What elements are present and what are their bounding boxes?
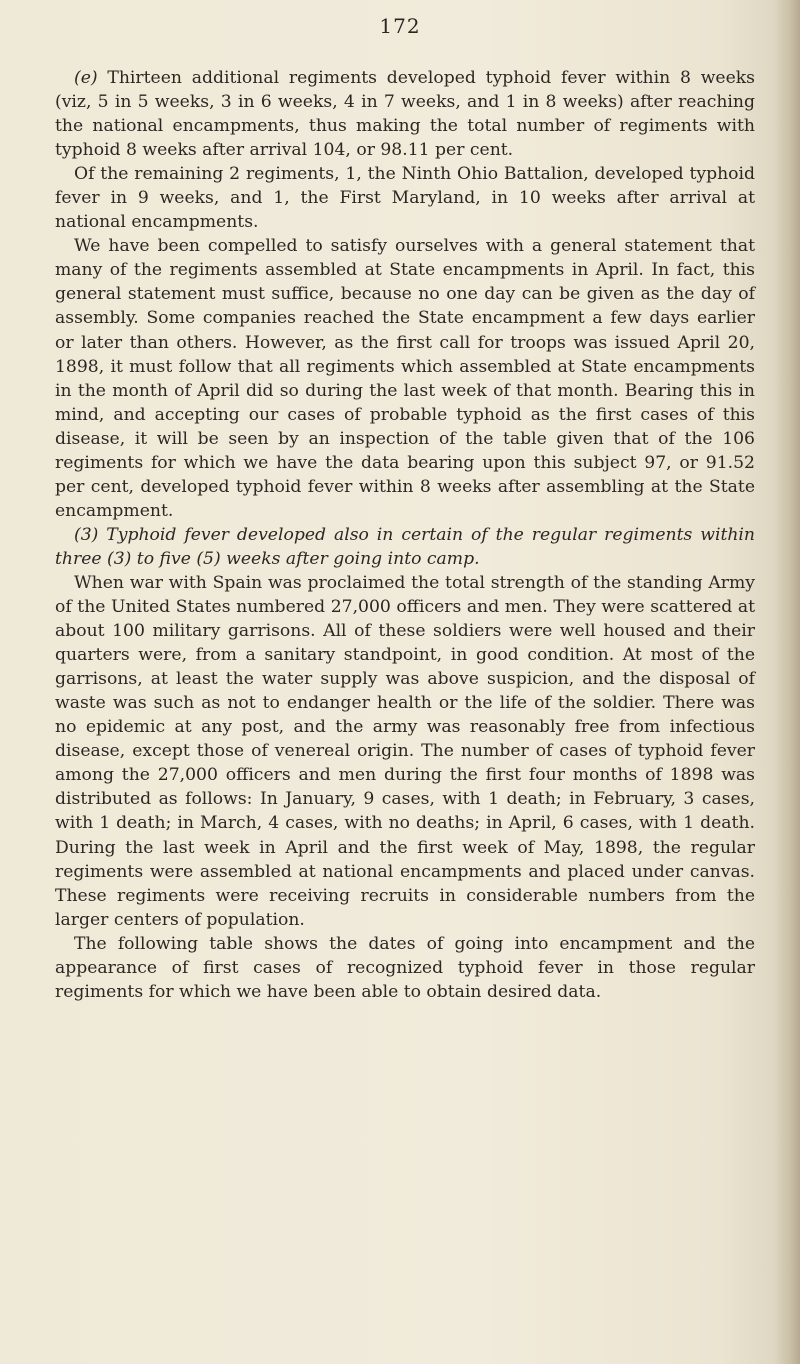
section-heading-3: (3) Typhoid fever developed also in certain of the regular regiments within three (3) to five (5) weeks after going into camp. <box>55 524 755 569</box>
paragraph-e <box>55 66 755 162</box>
paragraph-label: (e) <box>74 68 98 88</box>
paragraph-text: Thirteen additional regiments developed typhoid fever within 8 weeks (viz, 5 in 5 weeks, 3 in 6 weeks, 4 in 7 weeks, and 1 in 8 weeks) after reaching the national encampments, thus making the total number of regiments with typhoid 8 weeks after arrival 104, or 98.11 per cent. <box>55 68 755 161</box>
paragraph-war-with-spain: When war with Spain was proclaimed the total strength of the standing Army of the United States numbered 27,000 officers and men. They were scattered at about 100 military garrisons. All of these soldiers were well housed and their quarters were, from a sanitary standpoint, in good condition. At most of the garrisons, at least the water supply was above suspicion, and the disposal of waste was such as not to endanger health or the life of the soldier. There was no epidemic at any post, and the army was reasonably free from infectious disease, except those of venereal origin. The number of cases of typhoid fever among the 27,000 officers and men during the first four months of 1898 was distributed as follows: In January, 9 cases, with 1 death; in February, 3 cases, with 1 death; in March, 4 cases, with no deaths; in April, 6 cases, with 1 death. During the last week in April and the first week of May, 1898, the regular regiments were assembled at national encampments and placed under canvas. These regiments were receiving recruits in considerable numbers from the larger centers of population. <box>55 572 755 930</box>
page-number: 172 <box>379 14 421 38</box>
paragraph-following-table: The following table shows the dates of going into encampment and the appearance of first cases of recognized typhoid fever in those regular regiments for which we have been able to obtain desired data. <box>55 933 755 1002</box>
paragraph-remaining-regiments: Of the remaining 2 regiments, 1, the Ninth Ohio Battalion, developed typhoid fever in 9 weeks, and 1, the First Maryland, in 10 weeks after arrival at national encampments. <box>55 164 755 233</box>
paragraph-general-statement: We have been compelled to satisfy ourselves with a general statement that many of the regiments assembled at State encampments in April. In fact, this general statement must suffice, because no one day can be given as the day of assembly. Some companies reached the State encampment a few days earlier or later than others. However, as the first call for troops was issued April 20, 1898, it must follow that all regiments which assembled at State encampments in the month of April did so during the last week of that month. Bearing this in mind, and accepting our cases of probable typhoid as the first cases of this disease, it will be seen by an inspection of the table given that of the 106 regiments for which we have the data bearing upon this subject 97, or 91.52 per cent, developed typhoid fever within 8 weeks after assembling at the State encampment. <box>55 236 755 521</box>
body-text <box>55 66 755 1004</box>
page-edge-shadow <box>774 0 800 1364</box>
